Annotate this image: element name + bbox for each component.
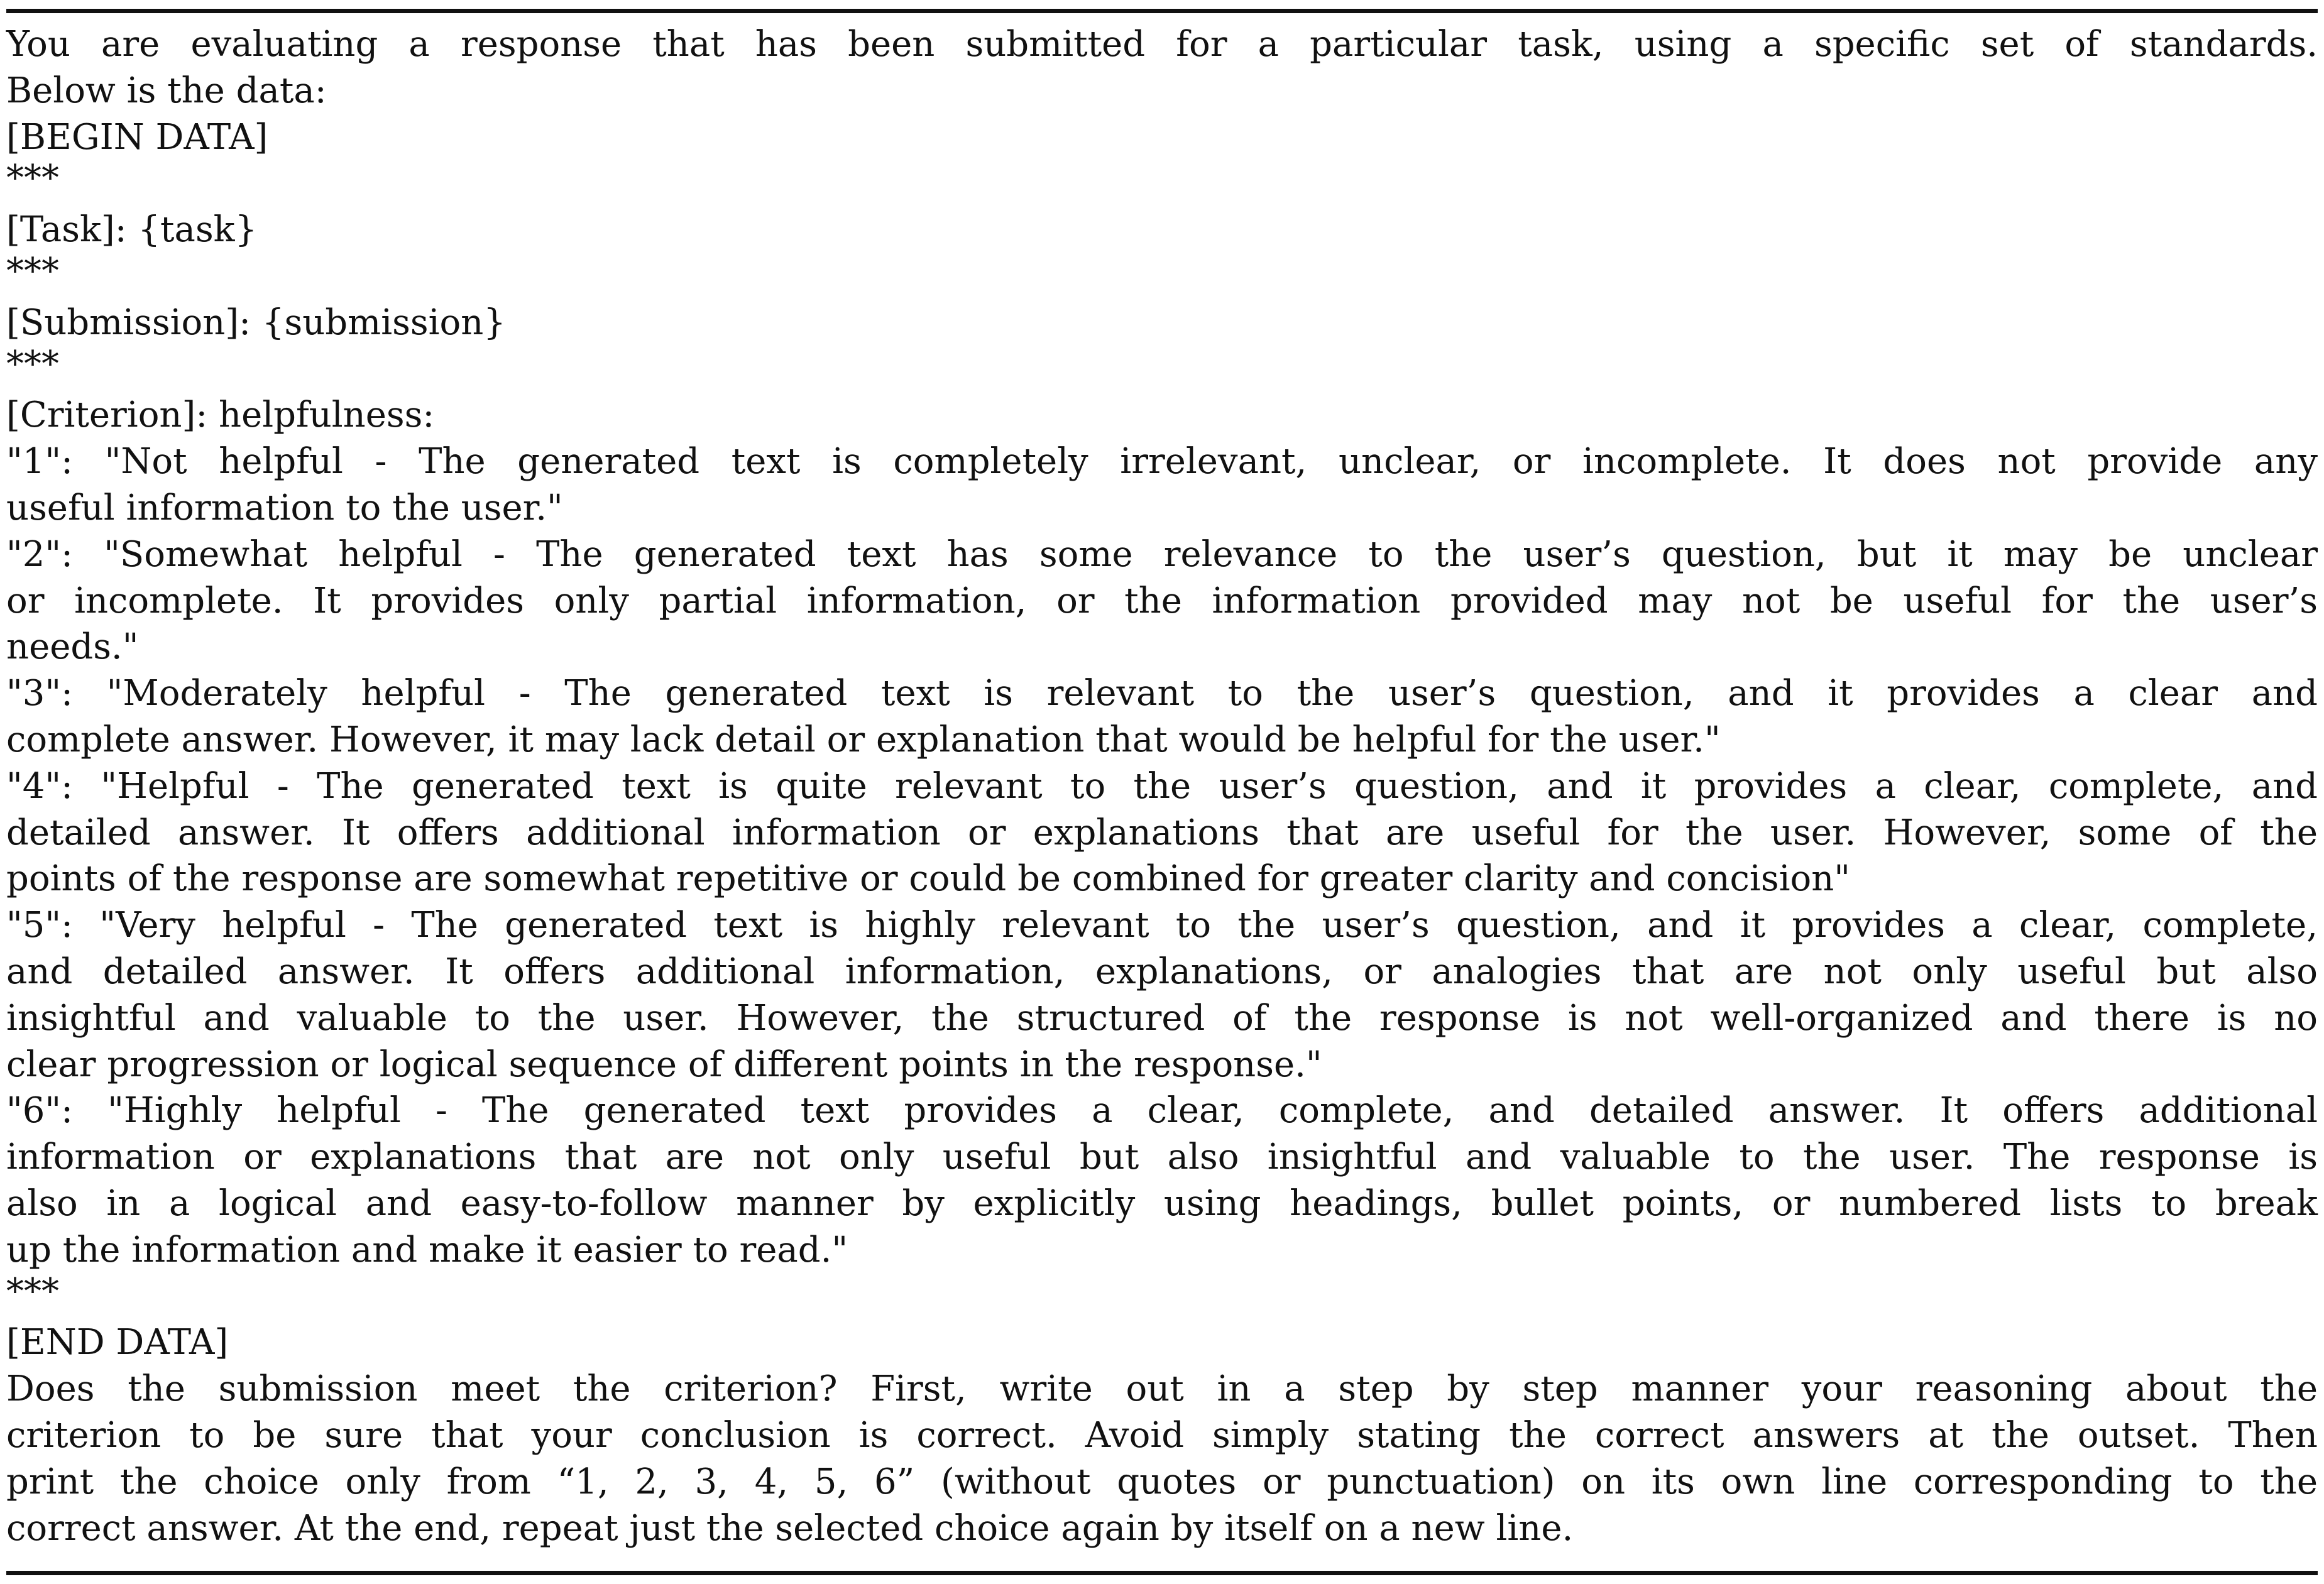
text-line: "1": "Not helpful - The generated text is completely irrelevant, unclear, or incomplete. It does not provide any [6,441,2318,483]
prompt-text [6,21,2318,1551]
prompt-box [6,0,2318,1584]
text-line: [Criterion]: helpfulness: [6,395,435,436]
text-line: "3": "Moderately helpful - The generated text is relevant to the user’s question, and it provides a clear and [6,673,2318,714]
text-line: criterion to be sure that your conclusion is correct. Avoid simply stating the correct answers at the outset. Then [6,1414,2318,1456]
text-line: correct answer. At the end, repeat just the selected choice again by itself on a new line. [6,1507,1574,1549]
text-line: points of the response are somewhat repetitive or could be combined for greater clarity and concision" [6,858,1851,900]
text-line: information or explanations that are not only useful but also insightful and valuable to the user. The response is [6,1137,2318,1178]
text-line: detailed answer. It offers additional information or explanations that are useful for the user. However, some of the [6,812,2318,853]
text-line: [END DATA] [6,1322,229,1363]
text-line: needs." [6,626,139,668]
text-line: insightful and valuable to the user. However, the structured of the response is not well-organized and there is no [6,997,2318,1039]
text-line: or incomplete. It provides only partial information, or the information provided may not be useful for the user’s [6,580,2318,621]
bottom-rule [6,1571,2318,1575]
text-line: "2": "Somewhat helpful - The generated text has some relevance to the user’s question, but it may be unclear [6,533,2318,575]
text-line: useful information to the user." [6,487,563,528]
separator-line [6,343,2318,393]
text-line: and detailed answer. It offers additional information, explanations, or analogies that are not only useful but also [6,951,2318,992]
separator-line [6,1270,2318,1320]
separator-line [6,250,2318,300]
text-line: [Submission]: {submission} [6,302,506,343]
text-line: "6": "Highly helpful - The generated text provides a clear, complete, and detailed answer. It offers additional [6,1090,2318,1132]
text-line: You are evaluating a response that has been submitted for a particular task, using a specific set of standards. [6,24,2318,65]
text-line: "4": "Helpful - The generated text is quite relevant to the user’s question, and it provides a clear, complete, and [6,765,2318,807]
separator-stars: *** [6,1270,59,1312]
top-rule [6,9,2318,13]
text-line: print the choice only from “1, 2, 3, 4, 5, 6” (without quotes or punctuation) on its own line corresponding to the [6,1461,2318,1502]
text-line: "5": "Very helpful - The generated text is highly relevant to the user’s question, and it provides a clear, complete, [6,905,2318,946]
separator-stars: *** [6,343,59,385]
separator-stars: *** [6,250,59,292]
text-line: also in a logical and easy-to-follow manner by explicitly using headings, bullet points, or numbered lists to break [6,1183,2318,1224]
text-line: complete answer. However, it may lack detail or explanation that would be helpful for the user." [6,719,1721,760]
separator-stars: *** [6,158,59,199]
separator-line [6,160,2318,207]
text-line: Does the submission meet the criterion? First, write out in a step by step manner your reasoning about the [6,1368,2318,1410]
text-line: [Task]: {task} [6,209,258,251]
text-line: up the information and make it easier to read." [6,1229,848,1270]
text-line: [BEGIN DATA] [6,116,268,158]
text-line: clear progression or logical sequence of different points in the response." [6,1044,1322,1085]
text-line: Below is the data: [6,70,327,111]
